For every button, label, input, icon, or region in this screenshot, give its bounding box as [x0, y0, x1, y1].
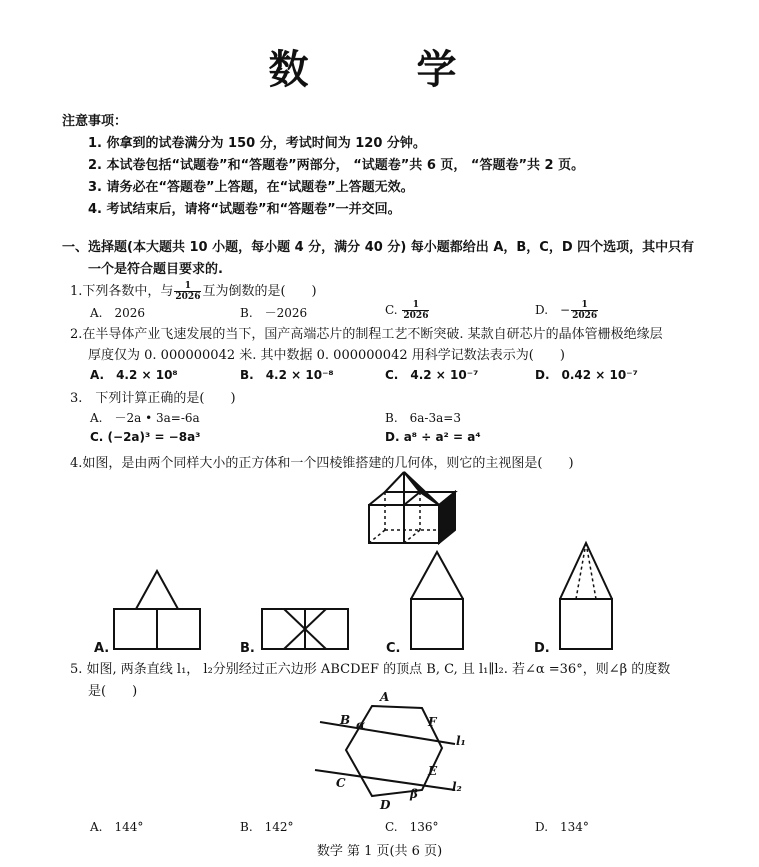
page-title: 数 学 [268, 47, 491, 93]
q5-line-l1: l₁ [456, 734, 466, 748]
q5-point-b: B [340, 713, 351, 727]
q1-d-num: 1 [571, 300, 598, 311]
q4-option-b-label: B. [240, 641, 255, 656]
q5-angle-beta: β [410, 787, 418, 801]
q2-line2: 厚度仅为 0. 000000042 米. 其中数据 0. 000000042 用科学记数法表示为( ) [88, 348, 565, 363]
q4-option-a-label: A. [94, 641, 110, 656]
q2-option-b: B. 4.2 × 10⁻⁸ [240, 368, 334, 382]
q1-d-den: 2026 [572, 311, 598, 321]
q1-option-b: B. －2026 [240, 306, 308, 320]
notice-item-2: 2. 本试卷包括“试题卷”和“答题卷”两部分， “试题卷”共 6 页， “答题卷”共 2 页。 [88, 158, 585, 173]
q5-option-a: A. 144° [90, 820, 144, 834]
q4-option-c-label: C. [386, 641, 401, 656]
q1-frac-num: 1 [174, 281, 201, 292]
q5-point-d: D [380, 798, 391, 812]
q1-option-d-prefix: D. − [535, 303, 571, 317]
q3-option-d: D. a⁸ ÷ a² = a⁴ [385, 430, 481, 444]
q5-line1: 5. 如图, 两条直线 l₁， l₂分别经过正六边形 ABCDEF 的顶点 B, C, 且 l₁∥l₂. 若∠α =36°，则∠β 的度数 [70, 662, 671, 677]
notice-item-1: 1. 你拿到的试卷满分为 150 分，考试时间为 120 分钟。 [88, 136, 426, 151]
q5-point-a: A [380, 690, 390, 704]
q1-frac-den: 2026 [175, 292, 201, 302]
q5-point-e: E [428, 764, 438, 778]
section-heading-line1: 一、选择题(本大题共 10 小题，每小题 4 分，满分 40 分) 每小题都给出 A，B，C，D 四个选项，其中只有 [62, 240, 695, 255]
q1-c-den: 2026 [403, 311, 429, 321]
notice-item-4: 4. 考试结束后，请将“试题卷”和“答题卷”一并交回。 [88, 202, 401, 217]
q2-option-c: C. 4.2 × 10⁻⁷ [385, 368, 479, 382]
q5-line-l2: l₂ [452, 780, 462, 794]
notice-item-3: 3. 请务必在“答题卷”上答题，在“试题卷”上答题无效。 [88, 180, 414, 195]
q4-option-d-label: D. [534, 641, 550, 656]
q1-stem-a: 1.下列各数中，与 [70, 284, 174, 299]
q1-option-c-prefix: C. [385, 303, 398, 317]
q3-option-a: A. －2a • 3a=-6a [90, 411, 200, 425]
notice-heading: 注意事项： [62, 114, 128, 129]
q5-point-c: C [336, 776, 346, 790]
q2-option-a: A. 4.2 × 10⁸ [90, 368, 178, 382]
q2-option-d: D. 0.42 × 10⁻⁷ [535, 368, 638, 382]
page-footer: 数学 第 1 页(共 6 页) [316, 844, 443, 859]
q2-line1: 2.在半导体产业飞速发展的当下，国产高端芯片的制程工艺不断突破. 某款自研芯片的晶体管栅极绝缘层 [70, 327, 663, 342]
q3-option-b: B. 6a-3a=3 [385, 411, 461, 425]
q5-option-c: C. 136° [385, 820, 439, 834]
q1-c-num: 1 [402, 300, 429, 311]
q3-stem: 3. 下列计算正确的是( ) [70, 391, 236, 406]
q5-point-f: F [428, 715, 437, 729]
q5-option-b: B. 142° [240, 820, 294, 834]
q5-line2: 是( ) [88, 684, 138, 699]
q5-angle-alpha: α [356, 718, 366, 732]
q1-option-a: A. 2026 [90, 306, 146, 320]
q4-stem: 4.如图，是由两个同样大小的正方体和一个四棱锥搭建的几何体，则它的主视图是( ) [70, 456, 574, 471]
q5-option-d: D. 134° [535, 820, 589, 834]
section-heading-line2: 一个是符合题目要求的. [88, 262, 223, 277]
q1-stem-b: 互为倒数的是( ) [202, 284, 317, 299]
q3-option-c: C. (−2a)³ = −8a³ [90, 430, 201, 444]
